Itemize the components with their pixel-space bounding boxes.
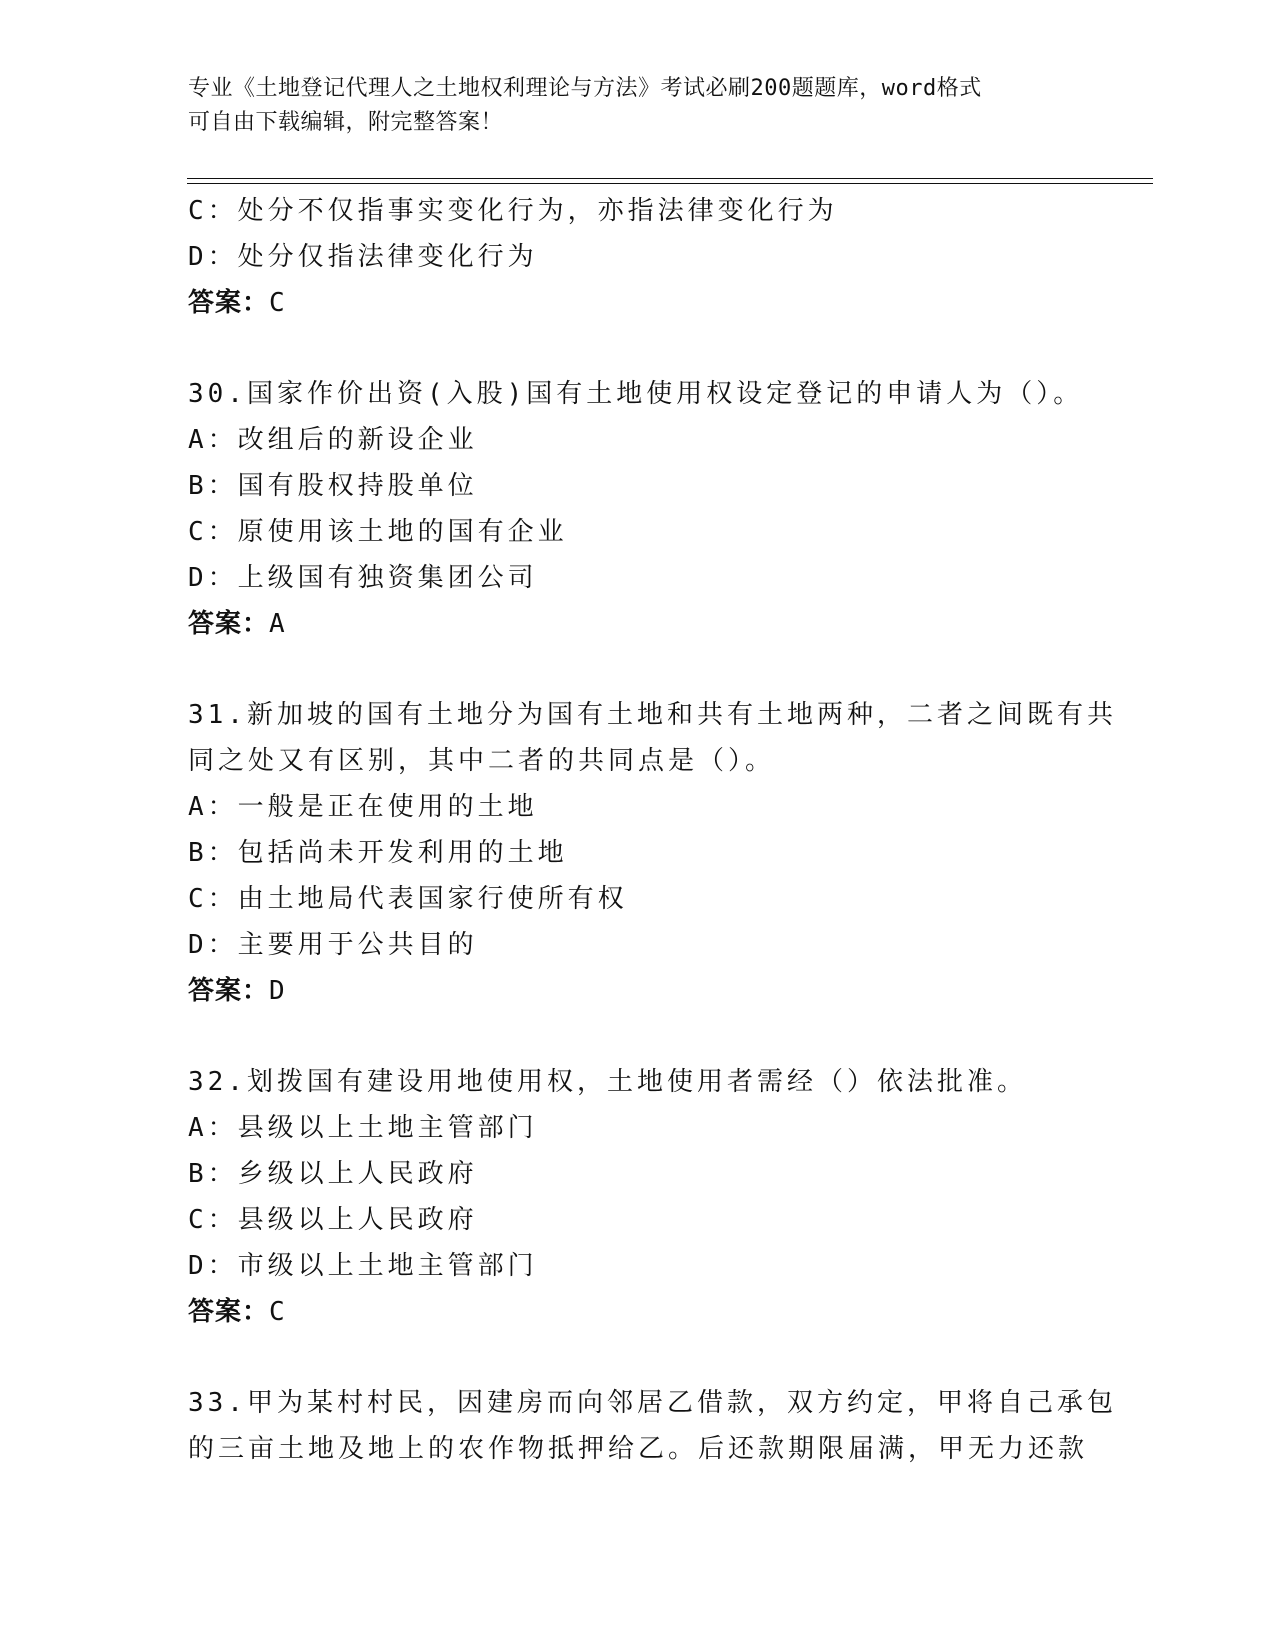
answer-line bbox=[188, 601, 1148, 647]
option-d: D：处分仅指法律变化行为 bbox=[188, 242, 538, 272]
option-b: B：包括尚未开发利用的土地 bbox=[188, 838, 568, 868]
answer-line bbox=[188, 1289, 1148, 1335]
option-a: A：改组后的新设企业 bbox=[188, 425, 478, 455]
question-list bbox=[188, 188, 1148, 1472]
question-stem-continued: 同之处又有区别，其中二者的共同点是（）。 bbox=[188, 746, 776, 776]
header-line-2: 可自由下载编辑，附完整答案！ bbox=[188, 110, 504, 135]
question-stem: 33.甲为某村村民，因建房而向邻居乙借款，双方约定，甲将自己承包 bbox=[188, 1388, 1117, 1418]
answer-label: 答案： bbox=[188, 288, 270, 318]
option-b: B：国有股权持股单位 bbox=[188, 471, 478, 501]
document-header bbox=[188, 72, 1068, 140]
question-32 bbox=[188, 1059, 1148, 1335]
answer-value: C bbox=[269, 288, 286, 318]
option-c: C：原使用该土地的国有企业 bbox=[188, 517, 568, 547]
header-line-1: 专业《土地登记代理人之土地权利理论与方法》考试必刷200题题库，word格式 bbox=[188, 76, 982, 101]
question-33 bbox=[188, 1380, 1148, 1472]
option-c: C：处分不仅指事实变化行为，亦指法律变化行为 bbox=[188, 196, 838, 226]
question-stem: 31.新加坡的国有土地分为国有土地和共有土地两种，二者之间既有共 bbox=[188, 700, 1117, 730]
option-c: C：由土地局代表国家行使所有权 bbox=[188, 884, 628, 914]
question-30 bbox=[188, 371, 1148, 647]
answer-value: C bbox=[269, 1297, 286, 1327]
option-c: C：县级以上人民政府 bbox=[188, 1205, 478, 1235]
answer-label: 答案： bbox=[188, 976, 270, 1006]
answer-label: 答案： bbox=[188, 1297, 270, 1327]
question-stem: 32.划拨国有建设用地使用权，土地使用者需经（）依法批准。 bbox=[188, 1067, 1027, 1097]
question-stem-continued: 的三亩土地及地上的农作物抵押给乙。后还款期限届满，甲无力还款 bbox=[188, 1434, 1089, 1464]
answer-value: A bbox=[269, 609, 286, 639]
option-a: A：县级以上土地主管部门 bbox=[188, 1113, 538, 1143]
answer-label: 答案： bbox=[188, 609, 270, 639]
question-31 bbox=[188, 692, 1148, 1014]
option-a: A：一般是正在使用的土地 bbox=[188, 792, 538, 822]
option-d: D：上级国有独资集团公司 bbox=[188, 563, 538, 593]
option-b: B：乡级以上人民政府 bbox=[188, 1159, 478, 1189]
option-d: D：市级以上土地主管部门 bbox=[188, 1251, 538, 1281]
answer-line bbox=[188, 280, 1148, 326]
header-divider bbox=[187, 178, 1153, 184]
answer-value: D bbox=[269, 976, 286, 1006]
option-d: D：主要用于公共目的 bbox=[188, 930, 478, 960]
question-stem: 30.国家作价出资(入股)国有土地使用权设定登记的申请人为（）。 bbox=[188, 379, 1084, 409]
answer-line bbox=[188, 968, 1148, 1014]
question-partial bbox=[188, 188, 1148, 326]
